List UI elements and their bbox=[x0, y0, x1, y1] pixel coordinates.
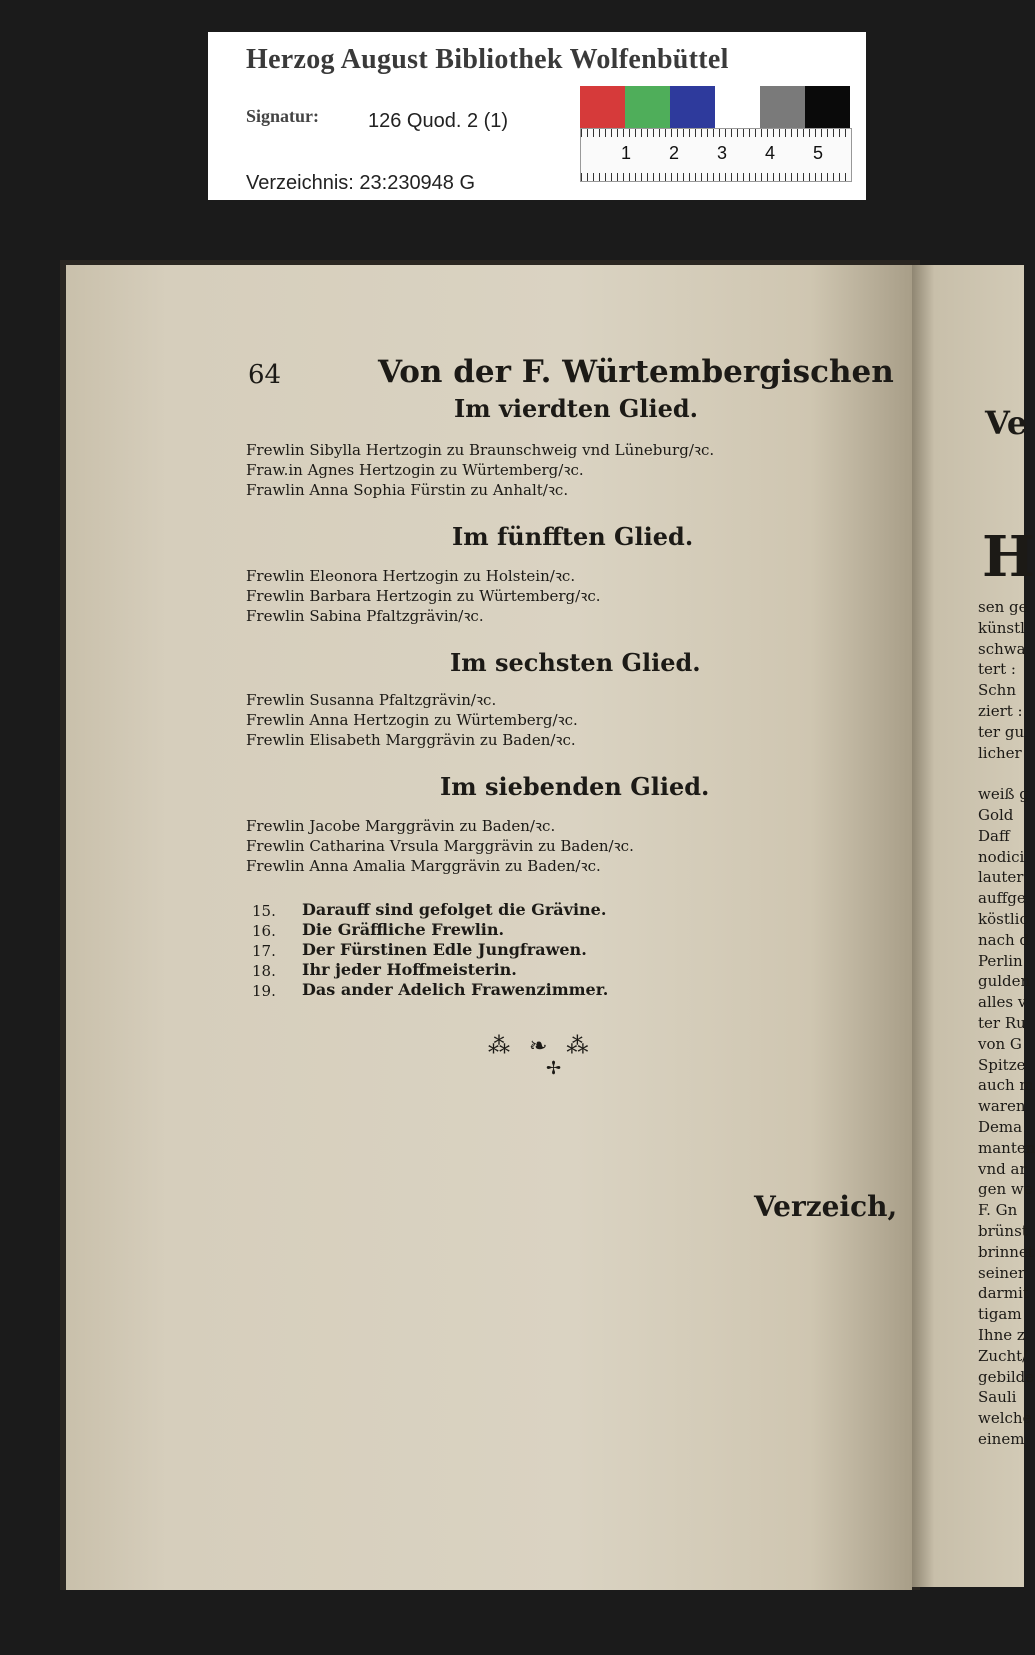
item-number: 16. bbox=[252, 922, 276, 940]
right-initial: H bbox=[982, 524, 1035, 590]
item-number: 17. bbox=[252, 942, 276, 960]
right-page-line: ter gu bbox=[978, 722, 1025, 741]
entry-line: Frewlin Jacobe Marggrävin zu Baden/ꝛc. bbox=[246, 817, 556, 835]
item-text: Die Gräffliche Frewlin. bbox=[302, 920, 505, 939]
entry-line: Frawlin Anna Sophia Fürstin zu Anhalt/ꝛc. bbox=[246, 481, 569, 499]
right-page-line: Gold bbox=[978, 806, 1014, 824]
right-page-line: alles v bbox=[978, 993, 1027, 1012]
right-page-line: gen we bbox=[978, 1180, 1033, 1199]
right-page-line: Spitze bbox=[978, 1055, 1026, 1074]
right-page-line: seiner bbox=[978, 1263, 1026, 1282]
right-page-line: auffge bbox=[978, 889, 1026, 908]
right-page-line: Schn bbox=[978, 681, 1016, 700]
library-name: Herzog August Bibliothek Wolfenbüttel bbox=[246, 44, 729, 75]
right-page-line: ter Ru bbox=[978, 1014, 1026, 1032]
right-page-line: tert : bbox=[978, 660, 1016, 679]
signatur-value: 126 Quod. 2 (1) bbox=[368, 110, 509, 132]
entry-line: Frewlin Anna Amalia Marggrävin zu Baden/ꝛc. bbox=[246, 857, 601, 875]
ornament-flower-icon: ✢ bbox=[546, 1058, 562, 1079]
right-page-line: vnd ar bbox=[978, 1159, 1027, 1178]
right-page-line: sen ge bbox=[978, 598, 1028, 616]
color-calibration-chart bbox=[580, 86, 850, 128]
right-page-line: einem bbox=[978, 1430, 1025, 1448]
right-page-line: gebilde bbox=[978, 1367, 1035, 1386]
section-heading: Im siebenden Glied. bbox=[440, 772, 710, 801]
right-page-line: von G bbox=[978, 1034, 1022, 1053]
right-page-line: waren bbox=[978, 1097, 1026, 1116]
color-swatch bbox=[715, 86, 760, 128]
right-page-line: gulden bbox=[978, 972, 1031, 991]
item-number: 15. bbox=[252, 902, 276, 920]
right-page-line: köstlic bbox=[978, 910, 1028, 928]
right-page-line: welche bbox=[978, 1409, 1032, 1428]
right-page-line: Perlin bbox=[978, 951, 1023, 970]
right-page-line: auch m bbox=[978, 1076, 1034, 1095]
item-text: Der Fürstinen Edle Jungfrawen. bbox=[302, 940, 587, 959]
right-page-line: Daff bbox=[978, 826, 1010, 845]
right-page-line: brinnet bbox=[978, 1242, 1034, 1261]
item-number: 18. bbox=[252, 962, 276, 980]
right-page-line: weiß g bbox=[978, 785, 1029, 804]
ruler-number: 2 bbox=[669, 143, 680, 163]
entry-line: Frewlin Barbara Hertzogin zu Würtemberg/ꝛc. bbox=[246, 587, 601, 605]
right-page-line: brünst bbox=[978, 1222, 1028, 1240]
color-swatch bbox=[580, 86, 625, 128]
catchword: Verzeich, bbox=[754, 1190, 898, 1223]
section-heading: Im fünfften Glied. bbox=[452, 522, 694, 551]
item-text: Darauff sind gefolget die Grävine. bbox=[302, 900, 607, 919]
color-swatch bbox=[760, 86, 805, 128]
right-page-line: Ihne z bbox=[978, 1326, 1025, 1344]
right-page-line: licher bbox=[978, 743, 1022, 762]
entry-line: Frewlin Eleonora Hertzogin zu Holstein/ꝛc. bbox=[246, 567, 576, 585]
section-heading: Im vierdten Glied. bbox=[454, 394, 699, 423]
right-page-line: tigam bbox=[978, 1305, 1022, 1324]
section-heading: Im sechsten Glied. bbox=[450, 648, 701, 677]
right-page-line: Sauli bbox=[978, 1388, 1017, 1407]
item-text: Ihr jeder Hoffmeisterin. bbox=[302, 960, 517, 979]
right-page-line: nach d bbox=[978, 930, 1030, 949]
right-page-line: nodici bbox=[978, 847, 1025, 866]
scale-ruler bbox=[580, 128, 852, 182]
entry-line: Frewlin Susanna Pfaltzgrävin/ꝛc. bbox=[246, 691, 497, 709]
right-running-head: Ve bbox=[985, 404, 1028, 442]
right-page-line: künstl bbox=[978, 618, 1025, 637]
entry-line: Frewlin Elisabeth Marggrävin zu Baden/ꝛc. bbox=[246, 731, 576, 749]
verzeichnis: Verzeichnis: 23:230948 G bbox=[246, 172, 476, 194]
ruler-number: 5 bbox=[813, 143, 824, 163]
color-swatch bbox=[670, 86, 715, 128]
item-number: 19. bbox=[252, 982, 276, 1000]
entry-line: Fraw.in Agnes Hertzogin zu Würtemberg/ꝛc. bbox=[246, 461, 584, 479]
entry-line: Frewlin Sibylla Hertzogin zu Braunschweig vnd Lüneburg/ꝛc. bbox=[246, 441, 715, 459]
color-swatch bbox=[805, 86, 850, 128]
entry-line: Frewlin Anna Hertzogin zu Würtemberg/ꝛc. bbox=[246, 711, 578, 729]
ruler-number: 1 bbox=[621, 143, 632, 163]
signatur-label: Signatur: bbox=[246, 106, 320, 126]
right-page-line: Dema bbox=[978, 1118, 1023, 1136]
ruler-number: 4 bbox=[765, 143, 776, 163]
right-page-line: schwa bbox=[978, 639, 1026, 658]
item-text: Das ander Adelich Frawenzimmer. bbox=[302, 980, 609, 999]
ornament-icon: ⁂ ❧ ⁂ bbox=[488, 1034, 595, 1059]
running-head: Von der F. Würtembergischen bbox=[378, 354, 894, 390]
right-page-line: Zucht/ bbox=[978, 1346, 1028, 1365]
page-number: 64 bbox=[248, 360, 282, 390]
right-page-line: F. Gn bbox=[978, 1201, 1018, 1220]
right-page-line: lauter bbox=[978, 868, 1024, 887]
right-page-line: ziert : bbox=[978, 702, 1023, 720]
entry-line: Frewlin Catharina Vrsula Marggrävin zu Baden/ꝛc. bbox=[246, 837, 634, 855]
right-page-line: manten bbox=[978, 1138, 1035, 1157]
entry-line: Frewlin Sabina Pfaltzgrävin/ꝛc. bbox=[246, 607, 484, 625]
color-swatch bbox=[625, 86, 670, 128]
library-label bbox=[208, 32, 866, 200]
right-page-line: darmit bbox=[978, 1284, 1029, 1303]
ruler-number: 3 bbox=[717, 143, 728, 163]
